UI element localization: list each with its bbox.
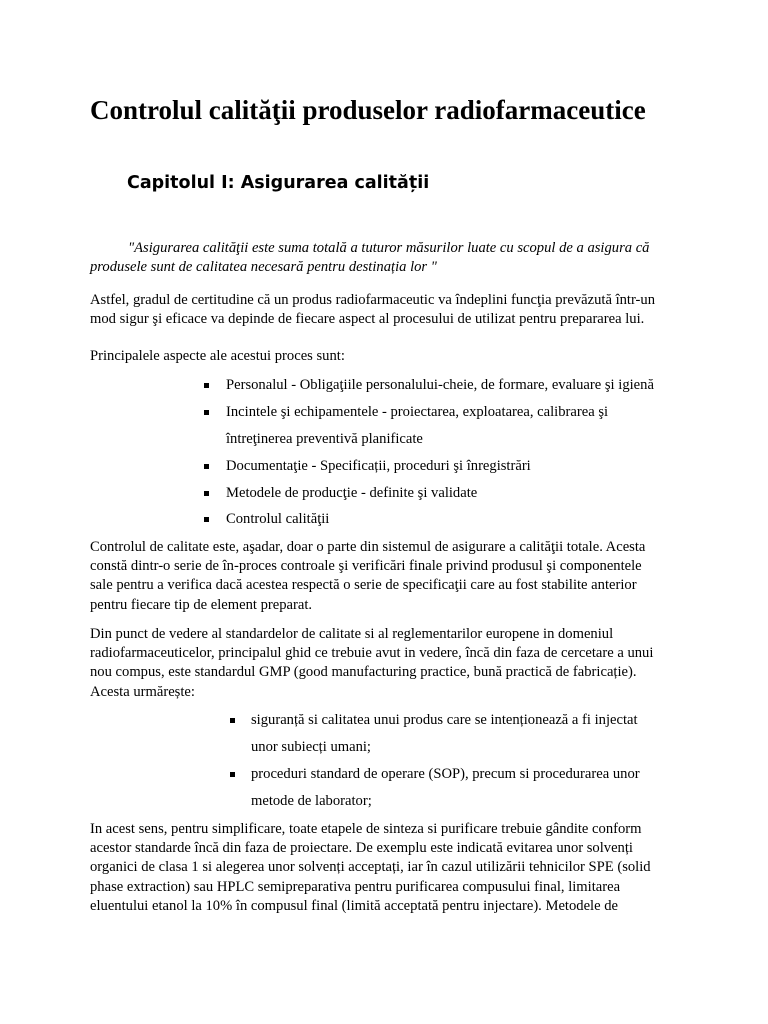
list-item-continuation: întreţinerea preventivă planificate xyxy=(226,431,423,447)
text-line: Principalele aspecte ale acestui proces sunt: xyxy=(90,348,345,364)
quote-line: produsele sunt de calitatea necesară pentru destinația lor " xyxy=(90,259,437,276)
document-title: Controlul calităţii produselor radiofarmaceutice xyxy=(90,95,646,125)
list-item-continuation: unor subiecți umani; xyxy=(251,739,371,755)
text-line: eluentului etanol la 10% în compusul final (limită acceptată pentru injectare). Metodele de xyxy=(90,897,619,914)
bullet-square-icon xyxy=(204,517,209,522)
bullet-square-icon xyxy=(230,772,235,777)
list-item: Personalul - Obligaţiile personalului-cheie, de formare, evaluare şi igienă xyxy=(226,377,654,393)
bullet-square-icon xyxy=(204,464,209,469)
text-line: phase extraction) sau HPLC semipreparativa pentru purificarea compusului final, limitarea xyxy=(90,878,621,895)
text-line: Din punct de vedere al standardelor de calitate si al reglementarilor europene in domeniul xyxy=(90,626,614,642)
intro-paragraph xyxy=(90,291,690,329)
bullet-square-icon xyxy=(204,491,209,496)
list-item: Controlul calităţii xyxy=(226,511,330,527)
list-item: Documentaţie - Specificații, proceduri şi înregistrări xyxy=(226,458,531,474)
list-item: Incintele şi echipamentele - proiectarea, exploatarea, calibrarea şi xyxy=(226,404,609,420)
bullet-square-icon xyxy=(204,410,209,415)
quality-control-paragraph xyxy=(90,538,690,615)
list-item-continuation: metode de laborator; xyxy=(251,793,372,809)
text-line: radiofarmaceuticelor, principalul ghid ce trebuie avut in vedere, încă din faza de cercetare a unui xyxy=(90,645,654,662)
text-line: In acest sens, pentru simplificare, toate etapele de sinteza si purificare trebuie gândite conform xyxy=(90,821,642,837)
text-line: acestor standarde încă din faza de proiectare. De exemplu este indicată evitarea unor solvenți xyxy=(90,840,633,857)
synthesis-paragraph xyxy=(90,820,690,916)
quote-paragraph xyxy=(90,239,690,277)
text-line: Controlul de calitate este, aşadar, doar o parte din sistemul de asigurare a calităţii totale. Acesta xyxy=(90,539,646,555)
list-item: proceduri standard de operare (SOP), precum si procedurarea unor xyxy=(251,766,640,782)
text-line: Acesta urmărește: xyxy=(90,683,195,700)
gmp-paragraph xyxy=(90,625,690,702)
text-line: Astfel, gradul de certitudine că un produs radiofarmaceutic va îndeplini funcţia prevăzută într-un xyxy=(90,292,655,308)
quote-line: "Asigurarea calităţii este suma totală a tuturor măsurilor luate cu scopul de a asigura că xyxy=(128,240,650,256)
text-line: nou compus, este standardul GMP (good manufacturing practice, bună practică de fabricație). xyxy=(90,664,637,681)
chapter-heading: Capitolul I: Asigurarea calității xyxy=(127,173,430,193)
bullet-square-icon xyxy=(230,718,235,723)
list-intro-paragraph xyxy=(90,347,690,366)
text-line: constă dintr-o serie de în-proces controale şi verificări finale privind produsul şi componentele xyxy=(90,558,642,575)
list-item: Metodele de producţie - definite şi validate xyxy=(226,485,478,501)
text-line: organici de clasa 1 si alegerea unor solvenți acceptați, iar în cazul utilizării tehnicilor SPE (solid xyxy=(90,859,651,876)
bullet-square-icon xyxy=(204,383,209,388)
text-line: mod sigur şi eficace va depinde de fiecare aspect al procesului de utilizat pentru prepararea lui. xyxy=(90,311,645,328)
list-item: siguranță si calitatea unui produs care se intenționează a fi injectat xyxy=(251,712,638,728)
text-line: sale pentru a verifica dacă acestea respectă o serie de specificaţii care au fost stabilite anterior xyxy=(90,577,637,594)
text-line: pentru fiecare tip de element preparat. xyxy=(90,596,313,613)
